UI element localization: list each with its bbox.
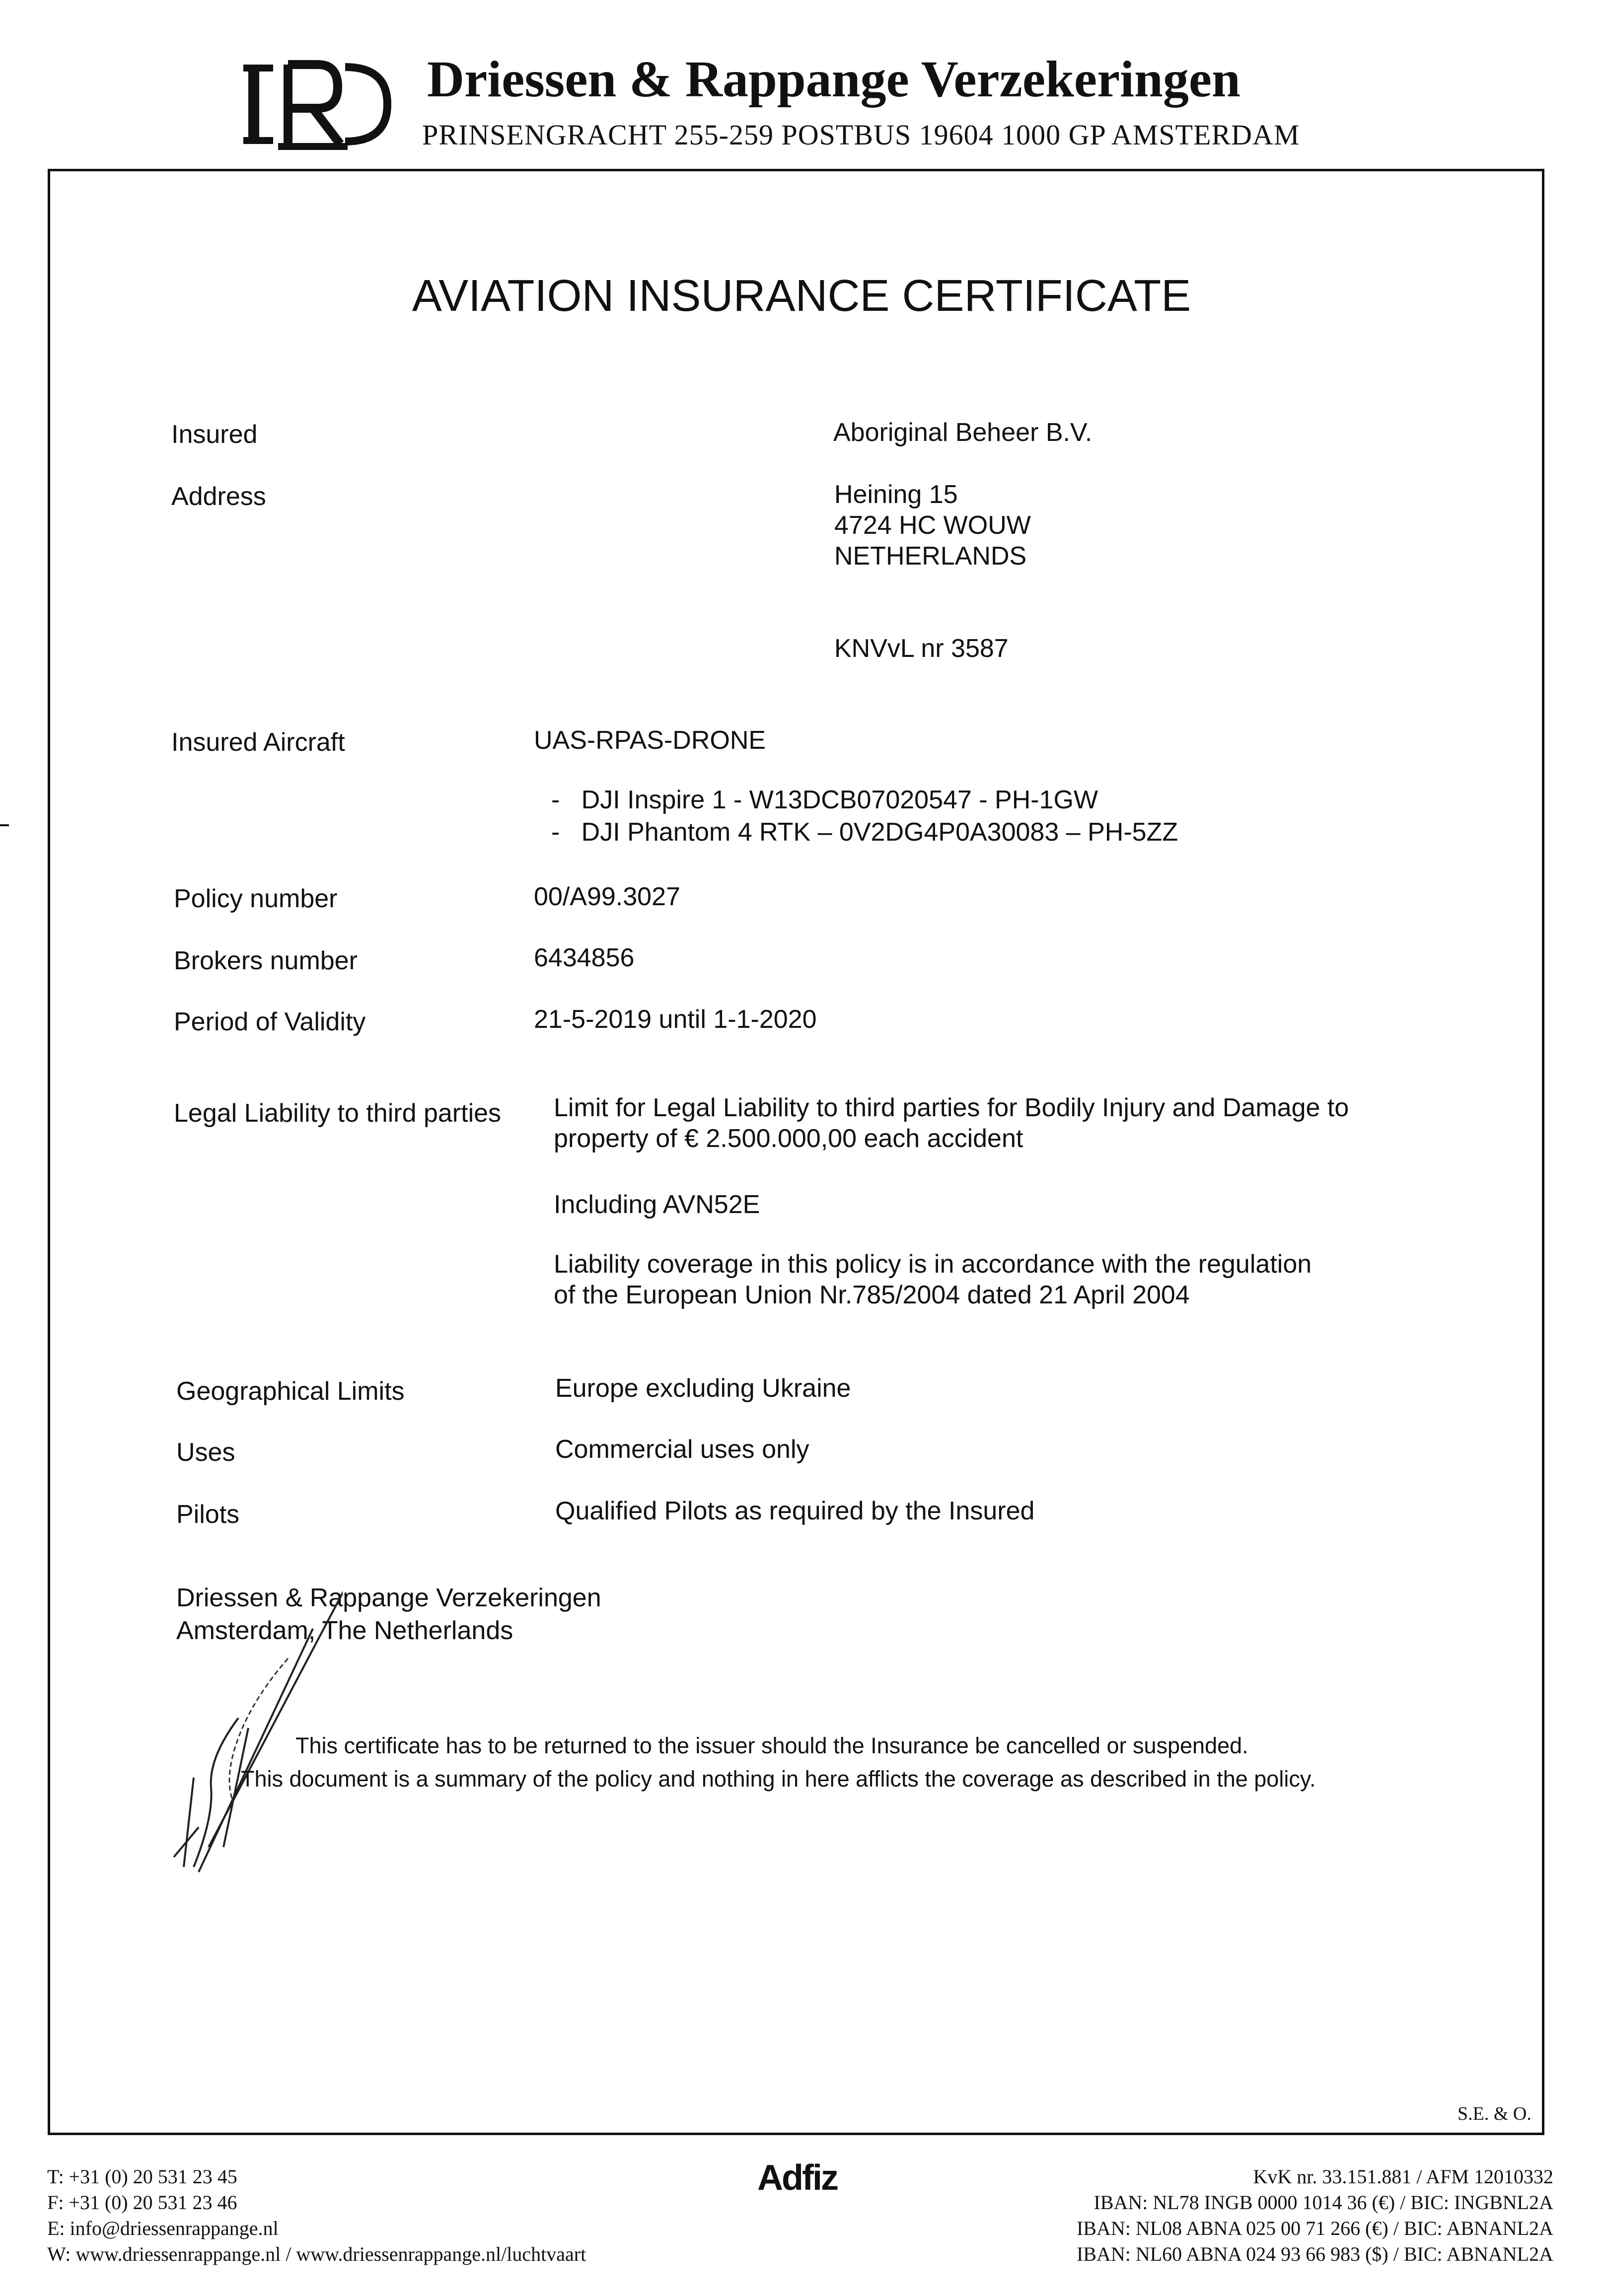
validity-label: Period of Validity <box>174 1007 366 1036</box>
uses-label: Uses <box>176 1438 235 1467</box>
footer-iban: IBAN: NL60 ABNA 024 93 66 983 ($) / BIC: ABNANL2A <box>1076 2243 1553 2265</box>
liability-limit-line: Limit for Legal Liability to third parties for Bodily Injury and Damage to <box>554 1093 1349 1122</box>
certificate-title: AVIATION INSURANCE CERTIFICATE <box>412 271 1191 321</box>
address-label: Address <box>171 482 266 511</box>
aircraft-item-text: DJI Inspire 1 - W13DCB07020547 - PH-1GW <box>581 786 1098 814</box>
company-logo <box>243 55 392 154</box>
address-block <box>834 479 1031 572</box>
liability-limit <box>554 1092 1349 1154</box>
liability-including: Including AVN52E <box>554 1190 760 1219</box>
footer-contact <box>47 2164 586 2267</box>
liability-regulation-line: Liability coverage in this policy is in accordance with the regulation <box>554 1250 1312 1279</box>
aircraft-list-item: - DJI Phantom 4 RTK – 0V2DG4P0A30083 – PH-5ZZ <box>551 818 1178 847</box>
geo-value: Europe excluding Ukraine <box>555 1374 851 1403</box>
liability-label: Legal Liability to third parties <box>174 1099 502 1128</box>
pilots-value: Qualified Pilots as required by the Insured <box>555 1497 1035 1525</box>
brokers-number-label: Brokers number <box>174 946 358 975</box>
insured-value: Aboriginal Beheer B.V. <box>833 418 1093 447</box>
policy-number-value: 00/A99.3027 <box>534 882 680 911</box>
address-line: NETHERLANDS <box>834 542 1027 571</box>
summary-notice: This document is a summary of the policy and nothing in here afflicts the coverage as described in the policy. <box>241 1766 1316 1792</box>
uses-value: Commercial uses only <box>555 1435 809 1464</box>
edge-mark <box>0 824 9 826</box>
footer-iban: IBAN: NL78 INGB 0000 1014 36 (€) / BIC: INGBNL2A <box>1093 2191 1553 2214</box>
footer-kvk: KvK nr. 33.151.881 / AFM 12010332 <box>1253 2165 1553 2188</box>
pilots-label: Pilots <box>176 1500 240 1529</box>
address-line: Heining 15 <box>834 480 958 509</box>
validity-value: 21-5-2019 until 1-1-2020 <box>534 1005 817 1034</box>
aircraft-type: UAS-RPAS-DRONE <box>534 726 766 755</box>
signatory-location: Amsterdam, The Netherlands <box>176 1616 513 1645</box>
brokers-number-value: 6434856 <box>534 943 635 972</box>
liability-limit-line: property of € 2.500.000,00 each accident <box>554 1124 1023 1153</box>
aircraft-label: Insured Aircraft <box>171 728 345 757</box>
company-name: Driessen & Rappange Verzekeringen <box>427 51 1240 108</box>
address-line: 4724 HC WOUW <box>834 511 1031 540</box>
adfiz-logo: Adfiz <box>757 2158 837 2198</box>
policy-number-label: Policy number <box>174 884 338 913</box>
handwritten-signature <box>164 1569 343 1877</box>
footer-iban: IBAN: NL08 ABNA 025 00 71 266 (€) / BIC: ABNANL2A <box>1076 2217 1553 2239</box>
aircraft-item-text: DJI Phantom 4 RTK – 0V2DG4P0A30083 – PH-5ZZ <box>581 818 1178 847</box>
insured-label: Insured <box>171 420 258 449</box>
liability-regulation <box>554 1249 1312 1310</box>
company-address: PRINSENGRACHT 255-259 POSTBUS 19604 1000 GP AMSTERDAM <box>422 119 1300 151</box>
footer-fax: F: +31 (0) 20 531 23 46 <box>47 2191 237 2214</box>
footer-email: E: info@driessenrappange.nl <box>47 2217 279 2239</box>
knvvl-number: KNVvL nr 3587 <box>834 634 1009 663</box>
se-and-o: S.E. & O. <box>1457 2103 1531 2124</box>
footer-bank-details <box>1077 2164 1553 2267</box>
return-notice: This certificate has to be returned to the issuer should the Insurance be cancelled or suspended. <box>295 1733 1248 1758</box>
aircraft-list-item: - DJI Inspire 1 - W13DCB07020547 - PH-1GW <box>551 786 1098 814</box>
footer-phone: T: +31 (0) 20 531 23 45 <box>47 2165 237 2188</box>
liability-regulation-line: of the European Union Nr.785/2004 dated 21 April 2004 <box>554 1281 1190 1309</box>
signatory-name: Driessen & Rappange Verzekeringen <box>176 1583 601 1612</box>
footer-web: W: www.driessenrappange.nl / www.driessenrappange.nl/luchtvaart <box>47 2243 586 2265</box>
geo-label: Geographical Limits <box>176 1377 405 1406</box>
